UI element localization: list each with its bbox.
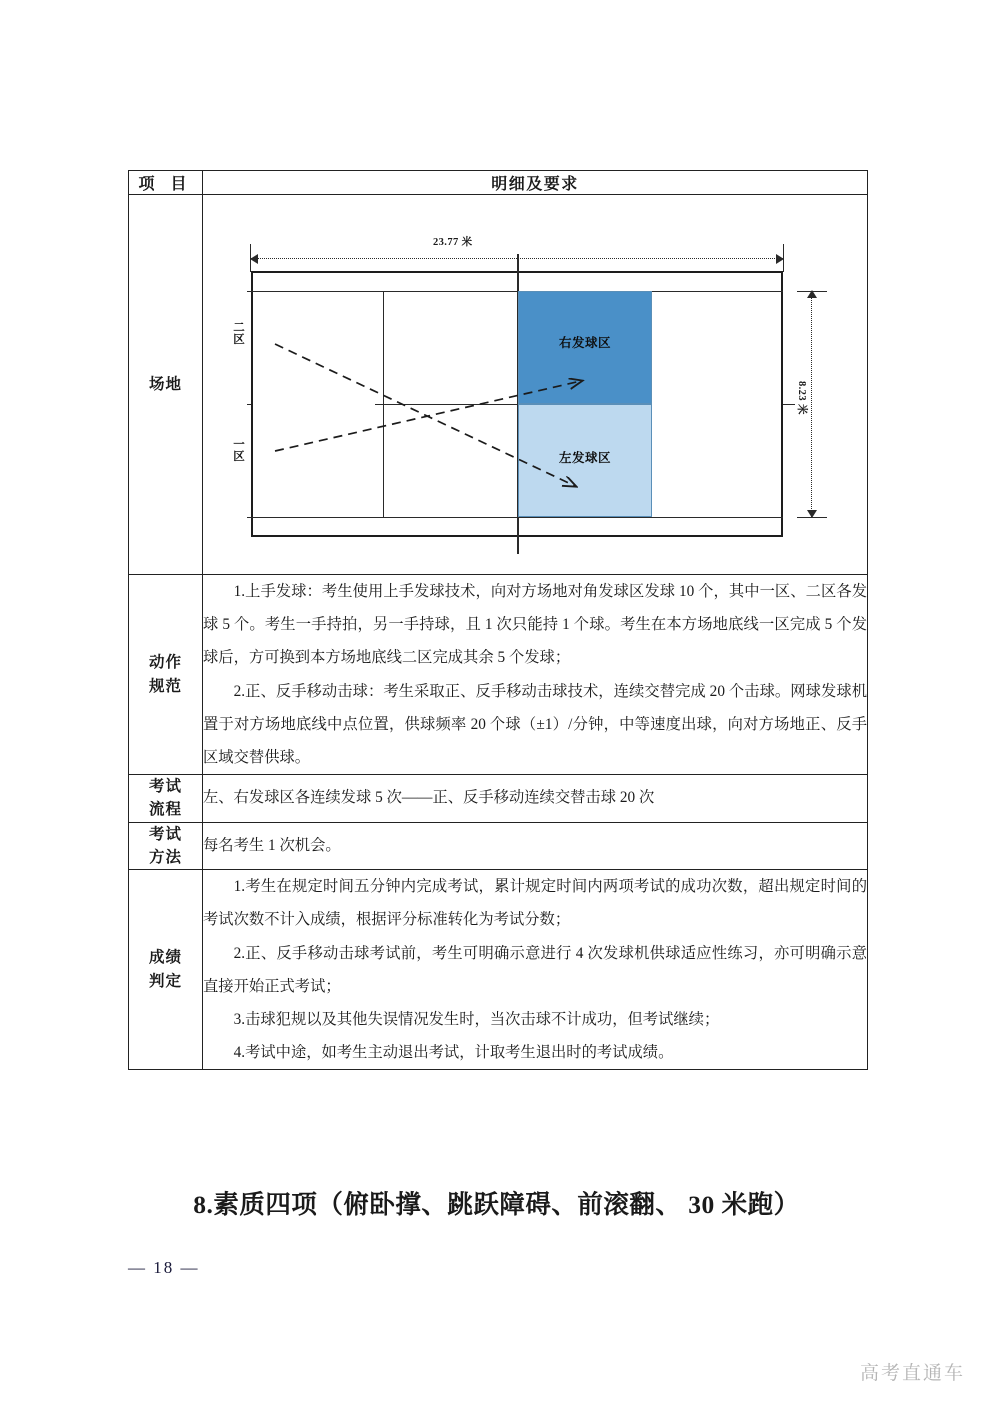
row-label-scoring bbox=[129, 870, 203, 1070]
zone-one-label: 一区 bbox=[233, 438, 245, 464]
table-row-procedure bbox=[129, 775, 868, 823]
procedure-content: 左、右发球区各连续发球 5 次——正、反手移动连续交替击球 20 次 bbox=[203, 775, 868, 823]
row-label-method-line1: 考试 bbox=[148, 825, 182, 843]
header-cell-detail bbox=[203, 171, 868, 195]
row-label-procedure-line1: 考试 bbox=[148, 778, 182, 796]
row-label-procedure bbox=[129, 775, 203, 823]
section-heading: 8.素质四项（俯卧撑、跳跃障碍、前滚翻、 30 米跑） bbox=[193, 1190, 800, 1219]
method-content: 每名考生 1 次机会。 bbox=[203, 822, 868, 870]
scoring-paragraph-2: 2.正、反手移动击球考试前，考生可明确示意进行 4 次发球机供球适应性练习，亦可明确示意直接开始正式考试； bbox=[203, 944, 867, 995]
table-row-technique bbox=[129, 575, 868, 775]
height-dimension-line bbox=[811, 291, 812, 517]
tennis-court-diagram bbox=[203, 196, 867, 574]
scoring-paragraph-3: 3.击球犯规以及其他失误情况发生时，当次击球不计成功，但考试继续； bbox=[233, 1010, 720, 1028]
row-label-technique-line1: 动作 bbox=[148, 654, 182, 672]
court-diagram-cell bbox=[203, 195, 868, 575]
header-item-label: 项 目 bbox=[138, 176, 193, 193]
zone-two-label: 二区 bbox=[233, 321, 245, 347]
header-cell-item bbox=[129, 171, 203, 195]
row-label-scoring-line2: 判定 bbox=[148, 972, 182, 990]
service-box-left-label: 左发球区 bbox=[558, 450, 611, 465]
service-box-left bbox=[518, 404, 652, 517]
center-mark-right bbox=[783, 404, 795, 405]
center-mark-left bbox=[375, 404, 387, 405]
row-label-scoring-line1: 成绩 bbox=[148, 949, 182, 967]
watermark: 高考直通车 bbox=[859, 1363, 965, 1384]
height-dimension-label: 8.23 米 bbox=[796, 380, 807, 415]
technique-paragraph-1: 1.上手发球：考生使用上手发球技术，向对方场地对角发球区发球 10 个，其中一区、二区各发球 5 个。考生一手持拍，另一手持球，且 1 次只能持 1 个球。考生在本方场地底线一区完成 5 个发球后，方可换到本方场地底线二区完成其余 5 个发球； bbox=[203, 583, 867, 667]
page-number: — 18 — bbox=[128, 1258, 200, 1277]
table-row-scoring bbox=[129, 870, 868, 1070]
row-label-technique bbox=[129, 575, 203, 775]
scoring-paragraph-4: 4.考试中途，如考生主动退出考试，计取考生退出时的考试成绩。 bbox=[233, 1044, 674, 1062]
table-row-method bbox=[129, 822, 868, 870]
service-box-right-label: 右发球区 bbox=[558, 335, 611, 350]
scoring-paragraph-1: 1.考生在规定时间五分钟内完成考试，累计规定时间内两项考试的成功次数，超出规定时间的考试次数不计入成绩，根据评分标准转化为考试分数； bbox=[203, 878, 867, 929]
row-label-procedure-line2: 流程 bbox=[148, 801, 182, 819]
technique-paragraph-2: 2.正、反手移动击球：考生采取正、反手移动击球技术，连续交替完成 20 个击球。网球发球机置于对方场地底线中点位置，供球频率 20 个球（±1）/分钟，中等速度出球，向对方场地正、反手区域交替供球。 bbox=[203, 682, 867, 766]
technique-content bbox=[203, 575, 868, 775]
width-dimension-label: 23.77 米 bbox=[433, 236, 473, 248]
table-row-venue bbox=[129, 195, 868, 575]
row-label-method-line2: 方法 bbox=[148, 848, 182, 866]
scoring-content bbox=[203, 870, 868, 1070]
service-box-right bbox=[518, 291, 652, 404]
header-detail-label: 明细及要求 bbox=[491, 176, 579, 193]
row-label-method bbox=[129, 822, 203, 870]
row-label-technique-line2: 规范 bbox=[148, 677, 182, 695]
requirements-table bbox=[128, 170, 868, 1070]
row-label-venue: 场地 bbox=[129, 195, 203, 575]
table-header-row bbox=[129, 171, 868, 195]
